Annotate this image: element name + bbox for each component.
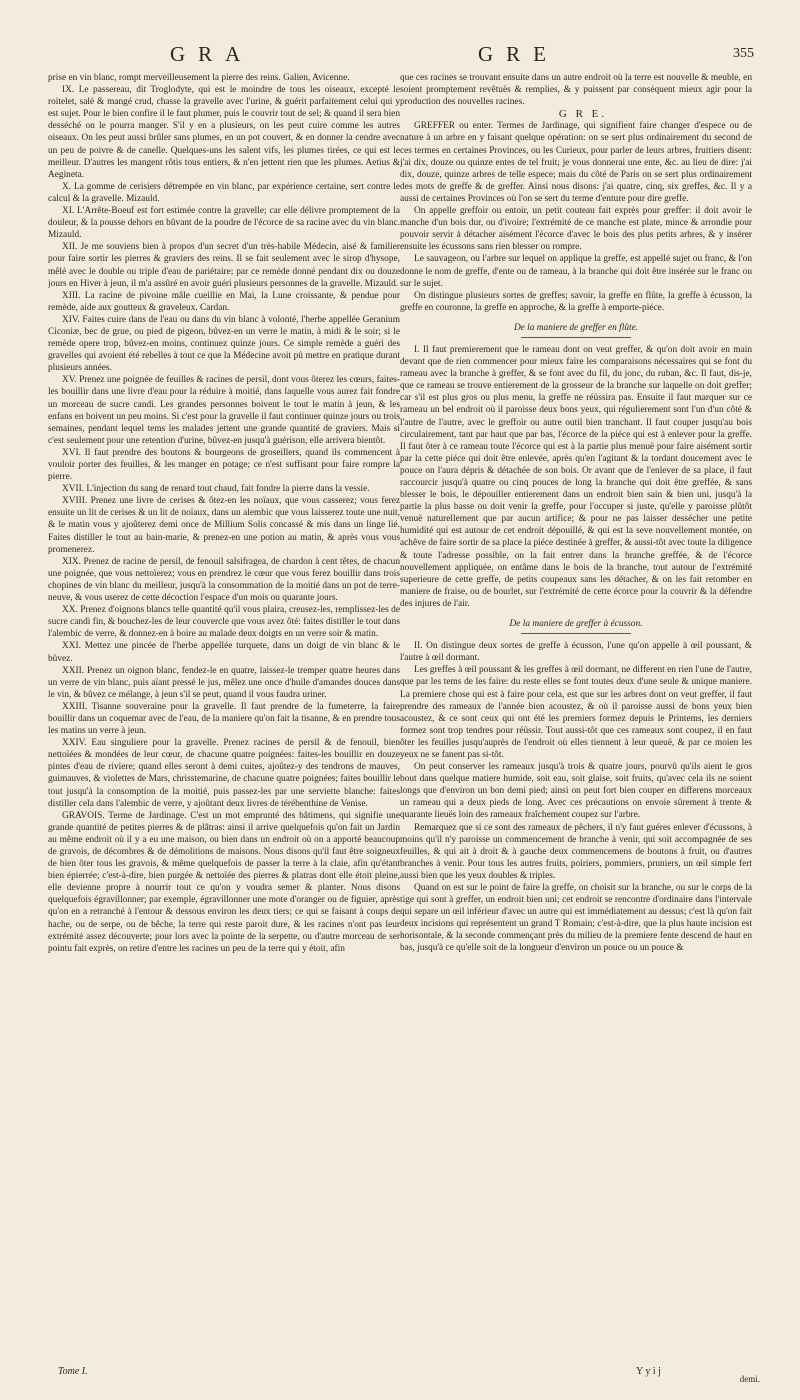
page-number: 355	[733, 46, 754, 61]
paragraph: XX. Prenez d'oignons blancs telle quantité qu'il vous plaira, creusez-les, remplissez-les de sucre candi fin, & bouchez-les de leur couvercle que vous avez ôté: faites distiller le tout dans l'alembic de verre, & donnez-en à boire au malade deux doigts en un verre soir & matin.	[48, 605, 400, 640]
paragraph: XVI. Il faut prendre des boutons & bourgeons de groseillers, quand ils commencent à vouloir porter des feuilles, & les manger en potage; ce n'est suffisant pour faire rompre la pierre.	[48, 447, 400, 483]
page-footer	[0, 1366, 800, 1390]
paragraph: XXIV. Eau singuliere pour la gravelle. Prenez racines de persil & de fenouil, bien nettoïées & mondées de leur cœur, de chacune quatre poignées: faites-les bouillir en douze pintes d'eau de riviere; quand elles seront à demi cuites, ajoûtez-y des tendrons de mauves, guimauves, & violettes de Mars, chrisstemarine, de chacune quatre poignées; faites bouillir le tout jusqu'à la consomption de la moitié, puis passez-les par une serviette blanche: faites distiller cela dans l'alembic de verre, y ajoûtant deux livres de térébenthine de Venise.	[48, 738, 400, 809]
left-column	[48, 72, 400, 1382]
paragraph: Remarquez que si ce sont des rameaux de pêchers, il n'y faut guéres enlever d'écussons, à moins qu'il n'y paroisse un commencement de branche à venir, qui soit accompagnée de ses feuilles, & qui ait à droit & à gauche deux commencemens de boutons à fruit, ou d'autres branches à venir. Pour tous les autres fruits, poiriers, pommiers, pruniers, un œil simple fert aussi bien que les yeux doubles & triples.	[400, 822, 752, 881]
paragraph: XVIII. Prenez une livre de cerises & ôtez-en les noïaux, que vous casserez; vous ferez ensuite un lit de cerises & un lit de noïaux, dans un alembic que vous laisserez toute une nuit, & le matin vous y ajoûterez demi once de Millium Solis concassé & mis dans un linge lié. Faites distiller le tout au bain-marie, & prenez-en une potion au matin, & après vous vous promenerez.	[48, 496, 400, 555]
paragraph: prise en vin blanc, rompt merveilleusement la pierre des reins. Galien, Avicenne.	[48, 73, 350, 83]
subsection-heading-flute	[400, 322, 752, 338]
running-head-right: GRE	[478, 42, 559, 66]
paragraph: XIX. Prenez de racine de persil, de fenouil salsifragea, de chardon à cent têtes, de chacun une poignée, que vous nettoïerez; vous en prendrez le cœur que vous ferez bouillir dans trois chopines de vin blanc du meilleur, jusqu'à la consommation de la moitié dans un pot de terre-neuve, & vous userez de cette décoction l'espace d'un mois ou quarante jours.	[48, 556, 400, 604]
divider	[521, 337, 631, 338]
paragraph: On distingue plusieurs sortes de greffes; savoir, la greffe en flûte, la greffe à écusson, la greffe en couronne, la greffe en approche, & la greffe à emporte-piéce.	[400, 290, 752, 313]
paragraph: On peut conserver les rameaux jusqu'à trois & quatre jours, pourvû qu'ils aient le gros bout dans quelque matiere humide, soit eau, soit glaise, soit fruits, qu'avec cela ils ne soient longs que d'environ un bon demi pied; ainsi on peut fort bien couper en differens morceaux un rameau qui a deux pieds de long. Avec ces précautions on envoie sûrement à trente & quarante lieuës loin des rameaux fraîchement coupez sur l'arbre.	[400, 762, 752, 821]
running-head	[0, 42, 800, 72]
paragraph: Quand on est sur le point de faire la greffe, on choisit sur la branche, ou sur le corps de la tige qui sont à greffer, un endroit bien uni; cet endroit se rencontre d'ordinaire dans l'intervale qui separe un œil inférieur d'avec un autre qui est immédiatement au dessus; c'est là qu'on fait deux incisions qui représentent un grand T Romain; c'est-à-dire, que la plus haute incision est horisontale, & la seconde commençant près du milieu de la premiere fente descend de haut en bas, jusqu'à ce qu'elle soit de la longueur d'environ un pouce ou un pouce &	[400, 883, 752, 954]
paragraph: Le sauvageon, ou l'arbre sur lequel on applique la greffe, est appellé sujet ou franc, & l'on donne le nom de greffe, d'ente ou de rameau, à la branche qui doit être insérée sur le franc ou sur le sujet.	[400, 254, 752, 289]
paragraph: XIII. La racine de pivoine mâle cueillie en Mai, la Lune croissante, & pendue pour remède, aide aux goutteux & graveleux. Cardan.	[48, 290, 400, 313]
paragraph: GRAVOIS. Terme de Jardinage. C'est un mot emprunté des bâtimens, qui signifie une grande quantité de petites pierres & de plâtras: ainsi il arrive quelquefois qu'on fait un Jardin au même endroit où il y a eu une maison, ou bien dans un endroit où on a apporté beaucoup de gravois, de décombres & de démolitions de maisons. Nous disons qu'il faut être soigneux de bien ôter tous les gravois, & même quelquefois de passer la terre à la claie, afin qu'étant bien épierrée; c'est-à-dire, bien purgée & nettoïée des pierres & platras dont elle étoit pleine, elle devienne propre à nourrir tout ce qu'on y voudra semer & planter. Nous disons quelquefois égravillonner; par exemple, égravillonner une mote d'oranger ou de figuier, après qu'on en a retranché à l'entour & dessous environ les deux tiers; ce qui se faisant à coups de hache, ou de serpe, ou de bêche, la terre qui reste paroit dure, & les racines n'ont pas leur extrémité assez découverte; pour lors avec la pointe de la serpette, ou d'autre morceau de ser pointu fait exprès, on retire d'entre les racines un peu de la terre qui y étoit, afin	[48, 810, 400, 954]
right-column	[400, 72, 752, 1382]
paragraph: XI. L'Arrête-Boeuf est fort estimée contre la gravelle; car elle délivre promptement de la douleur, & la pousse dehors en bûvant de la poudre de l'écorce de sa racine avec du vin blanc. Mizauld.	[48, 206, 400, 241]
subsection-heading-ecusson	[400, 618, 752, 634]
volume-label: Tome I.	[58, 1366, 88, 1377]
paragraph: XXIII. Tisanne souveraine pour la gravelle. Il faut prendre de la fumeterre, la faire bouillir dans un coquemar avec de l'eau, de la maniere qu'on fait la tisanne, & en prendre tous les matins un verre à jeun.	[48, 701, 400, 737]
paragraph: XXII. Prenez un oignon blanc, fendez-le en quatre, laissez-le tremper quatre heures dans un verre de vin blanc, puis aïant pressé le jus, mêlez une once d'huile d'amandes douces dans le vin, & bûvez ce mélange, à jeun s'il se peut, quand il vous faudra uriner.	[48, 665, 400, 700]
running-head-left: GRA	[170, 42, 254, 66]
paragraph: XVII. L'injection du sang de renard tout chaud, fait fondre la pierre dans la vessie.	[62, 484, 370, 495]
subsection-title: De la maniere de greffer à écusson.	[509, 619, 643, 630]
paragraph: Les greffes à œil poussant & les greffes à œil dormant, ne different en rien l'une de l'autre, que par les tems de les faire: du reste elles se font toutes deux d'une seule & unique maniere. La premiere chose qui est à faire pour cela, est que sur les arbres dont on veut greffer, il faut prendre des rameaux de l'année bien acoustez, & où il paroisse aussi de bons yeux bien acoustez, & ce sont ceux qui ont été les premiers formez depuis le Printems, les derniers formez sont trop tendres pour réüssir. Tout aussi-tôt que ces rameaux sont coupez, il en faut ôter les feuilles jusqu'auprès de l'endroit où elles tiennent à leur queuë, & par ce moien les yeux ne se fanent pas si-tôt.	[400, 665, 752, 760]
paragraph: XXI. Mettez une pincée de l'herbe appellée turquete, dans un doigt de vin blanc & le bûvez.	[48, 641, 400, 664]
paragraph: XII. Je me souviens bien à propos d'un secret d'un très-habile Médecin, aisé & familier pour faire sortir les pierres & graviers des reins. Il se fait seulement avec le sirop d'hysope, mêlé avec le double ou triple d'eau de pariétaire; par ce remède donné pendant dix ou douze jours en Hiver à jeun, il m'a assûré en avoir guéri plusieurs personnes de la gravelle. Mizauld.	[48, 242, 400, 289]
paragraph: que ces racines se trouvant ensuite dans un autre endroit où la terre est nouvelle & meuble, en soient promptement revêtuës & remplies, & y puissent par conséquent mieux agir pour la production des nouvelles racines.	[400, 73, 752, 108]
section-heading: G R E.	[558, 108, 608, 121]
paragraph: GREFFER ou enter. Termes de Jardinage, qui signifient faire changer d'espece ou de nature à un arbre en y faisant quelque opération: on se sert plus ordinairement du second de ces termes en certaines Provinces, ou les Curieux, pour parler de leurs arbres, fruitiers disent: j'ai dix, douze ou quinze entes de tel fruit; je vous donnerai une ente, &c. au lieu de dire: j'ai dix, douze, quinze arbres de telle espece; mais du côté de Paris on se sert plus ordinairement des mots de greffe & de greffer. Ainsi nous disons: j'ai quatre, cinq, six greffes, &c. Il y a aussi de certaines Provinces où l'on se sert du terme d'enture pour dire greffe.	[400, 121, 752, 204]
paragraph: XV. Prenez une poignée de feuilles & racines de persil, dont vous ôterez les cœurs, faites-les bouillir dans une livre d'eau pour la réduire à moitié, dans laquelle vous aurez fait fondre un morceau de sucre candi. Les grandes personnes boivent le tout le matin à jeun, & les enfans en boivent un peu moins. Si c'est pour la gravelle il faut continuer quinze jours ou trois semaines, pendant lequel tems les malades jettent une grande quantité de graviers. Mais si c'est seulement pour une retention d'urine, bûvez-en jusqu'à guérison, elle arrivera bientôt.	[48, 375, 400, 446]
catchword: demi.	[739, 1374, 760, 1384]
paragraph: X. La gomme de cerisiers détrempée en vin blanc, par expérience certaine, sert contre le calcul & la gravelle. Mizauld.	[48, 181, 400, 204]
paragraph: On appelle greffoir ou entoir, un petit couteau fait exprès pour greffer: il doit avoir le manche d'un bois dur, ou d'ivoire; l'extrémité de ce manche est plate, mince & arrondie pour pouvoir servir à détacher aisément l'écorce d'avec le bois des plus petits arbres, & y insérer ensuite les écussons sans rien blesser ou rompre.	[400, 206, 752, 253]
signature-mark: Y y i j	[636, 1366, 661, 1377]
subsection-title: De la maniere de greffer en flûte.	[513, 322, 639, 333]
paragraph: II. On distingue deux sortes de greffe à écusson, l'une qu'on appelle à œil poussant, & l'autre à œil dormant.	[400, 641, 752, 664]
divider	[521, 633, 631, 634]
paragraph: XIV. Faites cuire dans de l'eau ou dans du vin blanc à volonté, l'herbe appellée Geranium Ciconiæ, bec de grue, ou pied de pigeon, bûvez-en un verre le matin, à midi & le soir; si le remède opere trop, bûvez-en moins, continuez quinze jours. Ce simple remède a guéri des gravelles qui avoient été rebelles à tout ce que la Médecine avoit pû mettre en pratique durant plusieurs années.	[48, 314, 400, 374]
paragraph: IX. Le passereau, dit Troglodyte, qui est le moindre de tous les oiseaux, excepté le roitelet, salé & mangé crud, chasse la gravelle avec l'urine, & guérit parfaitement celui qui y est sujet. Pour le bien confire il le faut plumer, puis le couvrir tout de sel; & quand il sera bien desséché on le pourra manger. S'il y en a plusieurs, on les peut cuire comme les autres oiseaux. On les peut aussi brûler sans plumes, en un pot couvert, & en donner la cendre avec un peu de poivre & de canelle. Quelques-uns les salent vifs, les plumes tirées, ce qui est le meilleur. D'autres les mangent rôtis tous entiers, & n'en jettent rien que les plumes. Aetius & Aegineta.	[48, 85, 400, 180]
paragraph: I. Il faut premierement que le rameau dont on veut greffer, & qu'on doit avoir en main devant que de rien commencer pour mieux faire les comparaisons nécessaires qui se font du rameau avec la branche à greffer, & se font avec du fil, du jonc, du ruban, &c. Il faut, dis-je, que ce rameau se trouve entierement de la grosseur de la branche sur laquelle on doit greffer; car s'il est plus gros ou plus menu, la greffe ne réüssira pas. Ensuite il faut marquer sur ce rameau un bel endroit où il paroisse deux bons yeux, qui régulierement sont l'un d'un côté & l'autre de l'autre, avec le greffoir ou autre outil bien tranchant. Il faut couper jusqu'au bois circulairement, tant par haut que par bas, l'écorce de la piéce qui est à enlever pour la greffe. Il faut ôter à ce rameau toute l'écorce qui est à la partie plus menuë pour faire aisément sortir par la cette piéce qui doit être enlevée, après qu'en l'agitant & la tordant doucement avec le pouce on l'aura dépris & détachée de son bois. Or avant que de l'enlever de sa place, il faut raccourcir jusqu'à quatre ou cinq pouces de long la branche qui doit être greffée, & sans blesser le bois, le dépouiller entierement dans un endroit bien sain & bien uni, jusqu'à la partie la plus basse ou doit venir la greffe, pour l'occuper si juste, qu'elle y paroisse plûtôt venuë naturellement que par aucun artifice; & pour ne pas laisser dessécher une petite humidité qui est autour de cet endroit dépouillé, & qui est la seve nouvellement montée, on achêve de faire sortir de sa place la piéce destinée à greffer, & aussi-tôt avec toute la diligence & toute l'adresse possible, on la fait entrer dans la branche greffée, & de l'écorce nouvellement appliquée, on entâme dans le bois de la branche, tout autour de l'extrémité superieure de cette greffe, de petits coupeaux sans les détacher, & on les fait retomber en maniere de fraise, ou de bourlet, sur l'extrémité de cette écorce pour la couvrir & la défendre des injures de l'air.	[400, 344, 752, 609]
